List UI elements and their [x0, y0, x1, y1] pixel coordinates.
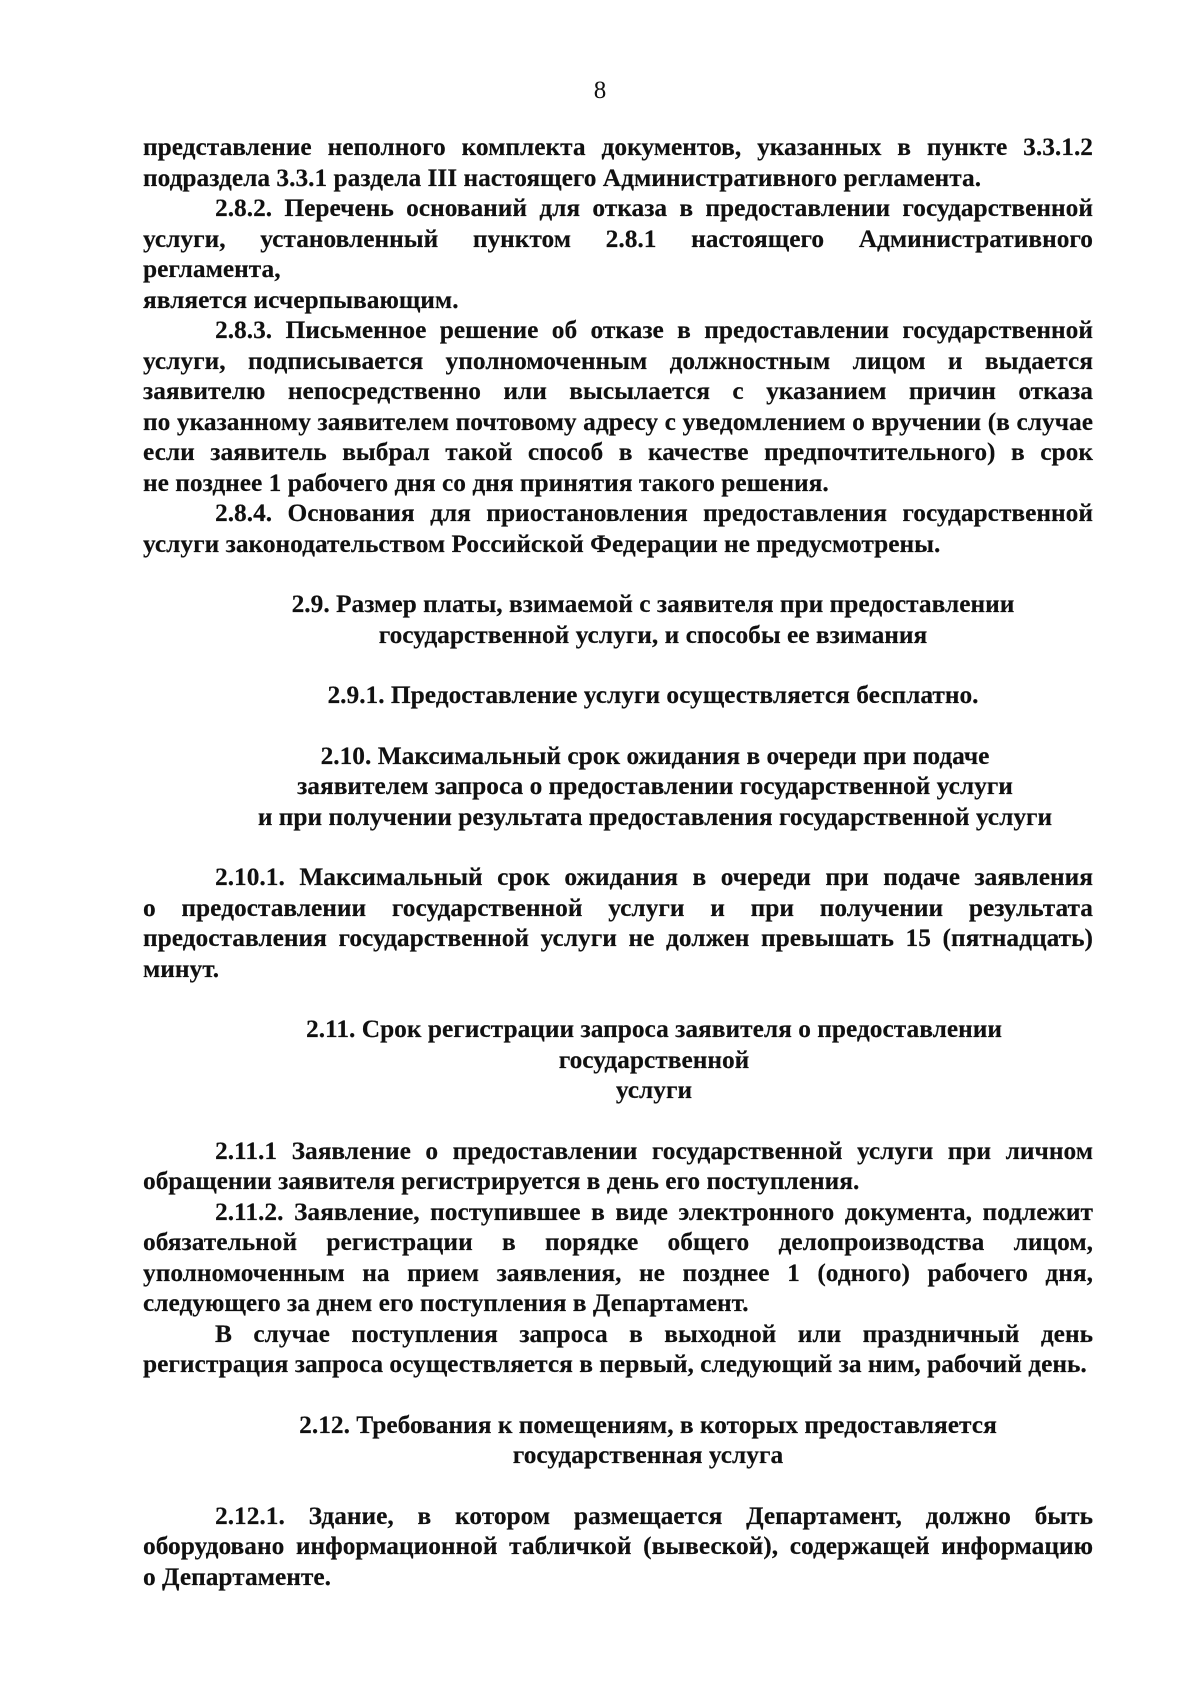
section-heading-2-9 — [143, 589, 1093, 650]
text-line: 2.8.4. Основания для приостановления предоставления государственной — [215, 499, 1093, 527]
paragraph-2-10-1 — [143, 862, 1093, 984]
paragraph-2-12-1 — [143, 1501, 1093, 1593]
heading-line: 2.10. Максимальный срок ожидания в очереди при подаче — [320, 741, 990, 770]
text-line: по указанному заявителем почтовому адресу с уведомлением о вручении (в случае — [143, 407, 1093, 436]
text-line: предоставления государственной услуги не должен превышать 15 (пятнадцать) — [143, 924, 1093, 952]
heading-line: 2.12. Требования к помещениям, в которых предоставляется — [299, 1410, 997, 1439]
text-line: оборудовано информационной табличкой (вывеской), содержащей информацию — [143, 1532, 1093, 1560]
text-line: 2.9.1. Предоставление услуги осуществляется бесплатно. — [327, 681, 979, 709]
heading-line: и при получении результата предоставления государственной услуги — [257, 802, 1053, 831]
paragraph-2-11-2 — [143, 1197, 1093, 1319]
text-line: услуги, подписывается уполномоченным должностным лицом и выдается — [143, 346, 1093, 375]
text-line: подраздела 3.3.1 раздела III настоящего Административного регламента. — [143, 163, 982, 192]
document-body — [143, 132, 1093, 1592]
text-line: минут. — [143, 954, 220, 983]
text-line: 2.11.1 Заявление о предоставлении государственной услуги при личном — [215, 1136, 1093, 1165]
section-heading-2-12 — [143, 1410, 1093, 1471]
text-line: заявителю непосредственно или высылается с указанием причин отказа — [143, 377, 1093, 405]
paragraph-2-8-3 — [143, 315, 1093, 498]
heading-line: государственная услуга — [512, 1441, 784, 1469]
text-line: о Департаменте. — [143, 1562, 331, 1591]
section-heading-2-11 — [143, 1014, 1093, 1106]
heading-line: 2.11. Срок регистрации запроса заявителя о предоставлении государственной — [306, 1015, 1002, 1074]
paragraph-2-8-2 — [143, 193, 1093, 315]
page-number: 8 — [593, 77, 607, 104]
text-line: услуги, установленный пунктом 2.8.1 настоящего Административного регламента, — [143, 224, 1093, 283]
heading-line: заявителем запроса о предоставлении государственной услуги — [297, 772, 1013, 800]
text-line: 2.10.1. Максимальный срок ожидания в очереди при подаче заявления — [215, 863, 1093, 891]
text-line: не позднее 1 рабочего дня со дня принятия такого решения. — [143, 468, 829, 497]
text-line: представление неполного комплекта документов, указанных в пункте 3.3.1.2 — [143, 133, 1093, 161]
text-line: обращении заявителя регистрируется в день его поступления. — [143, 1167, 860, 1195]
text-line: обязательной регистрации в порядке общего делопроизводства лицом, — [143, 1228, 1093, 1256]
heading-line: государственной услуги, и способы ее взимания — [378, 620, 928, 649]
text-line: услуги законодательством Российской Федерации не предусмотрены. — [143, 529, 941, 558]
heading-line: 2.9. Размер платы, взимаемой с заявителя при предоставлении — [291, 590, 1015, 618]
text-line: если заявитель выбрал такой способ в качестве предпочтительного) в срок — [143, 438, 1093, 466]
section-heading-2-10 — [143, 741, 1093, 833]
paragraph-2-9-1 — [143, 680, 1093, 711]
text-line: 2.8.3. Письменное решение об отказе в предоставлении государственной — [215, 316, 1093, 344]
text-line: о предоставлении государственной услуги и при получении результата — [143, 893, 1093, 922]
text-line: 2.11.2. Заявление, поступившее в виде электронного документа, подлежит — [215, 1197, 1093, 1226]
paragraph-continuation — [143, 132, 1093, 193]
paragraph-2-8-4 — [143, 498, 1093, 559]
paragraph-holiday-registration — [143, 1319, 1093, 1380]
text-line: уполномоченным на прием заявления, не позднее 1 (одного) рабочего дня, — [143, 1258, 1093, 1287]
text-line: следующего за днем его поступления в Департамент. — [143, 1289, 749, 1317]
text-line: В случае поступления запроса в выходной или праздничный день — [215, 1319, 1093, 1348]
text-line: 2.12.1. Здание, в котором размещается Департамент, должно быть — [215, 1501, 1093, 1530]
text-line: регистрация запроса осуществляется в первый, следующий за ним, рабочий день. — [143, 1350, 1087, 1378]
paragraph-2-11-1 — [143, 1136, 1093, 1197]
text-line: является исчерпывающим. — [143, 285, 459, 314]
heading-line: услуги — [615, 1076, 693, 1104]
text-line: 2.8.2. Перечень оснований для отказа в предоставлении государственной — [215, 194, 1093, 222]
